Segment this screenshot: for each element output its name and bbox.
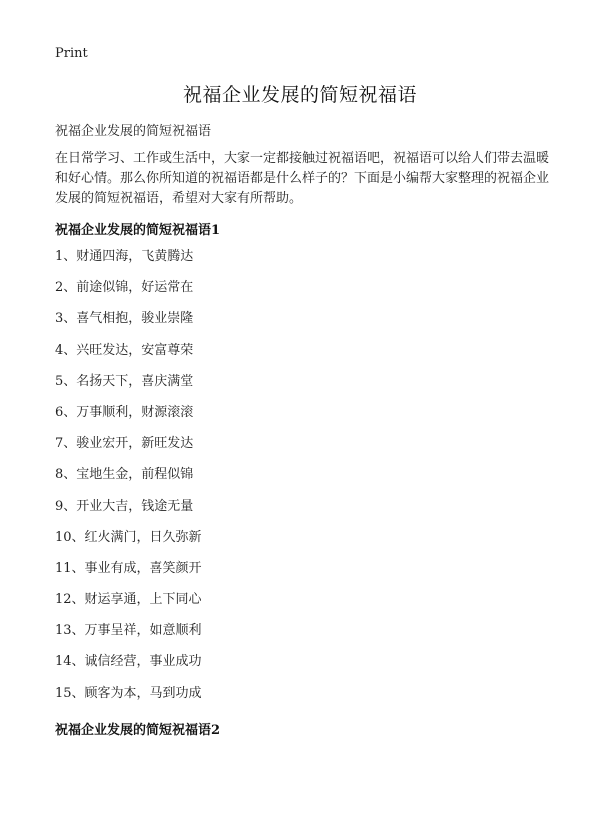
wish-text: 、前途似锦，好运常在	[63, 280, 194, 296]
wish-number: 7	[55, 436, 64, 452]
wish-number: 9	[55, 498, 64, 514]
wish-item	[55, 685, 202, 716]
wish-number: 1	[55, 249, 64, 264]
wish-number: 2	[55, 280, 64, 296]
wish-item	[55, 591, 202, 622]
wish-number: 4	[55, 342, 64, 358]
wish-text: 、宝地生金，前程似锦	[63, 467, 194, 483]
wish-item	[55, 498, 202, 529]
print-link[interactable]: Print	[55, 46, 88, 61]
wish-item	[55, 342, 202, 373]
wish-number: 5	[55, 373, 64, 389]
wish-text: 、兴旺发达，安富尊荣	[63, 342, 194, 358]
wish-text: 、红火满门，日久弥新	[71, 529, 202, 545]
wish-text: 、顾客为本，马到功成	[71, 685, 202, 701]
wish-number: 6	[55, 404, 64, 420]
wish-item	[55, 466, 202, 497]
wish-text: 、财运享通，上下同心	[71, 592, 202, 608]
wish-item	[55, 310, 202, 341]
wish-text: 、诚信经营，事业成功	[71, 654, 202, 670]
section-heading-2: 祝福企业发展的简短祝福语2	[55, 723, 221, 738]
wish-number: 8	[55, 467, 64, 483]
wish-number: 3	[55, 311, 64, 327]
section-heading-1: 祝福企业发展的简短祝福语1	[55, 223, 221, 238]
wish-item	[55, 622, 202, 653]
wish-number: 10	[55, 529, 72, 545]
wish-text: 、开业大吉，钱途无量	[63, 498, 194, 514]
wish-item	[55, 373, 202, 404]
wish-item	[55, 529, 202, 560]
wish-text: 、万事顺利，财源滚滚	[63, 404, 194, 420]
wish-item	[55, 653, 202, 684]
wish-text: 、名扬天下，喜庆满堂	[63, 373, 194, 389]
wish-item	[55, 560, 202, 591]
wish-number: 15	[55, 685, 72, 701]
wish-item	[55, 279, 202, 310]
wish-item	[55, 404, 202, 435]
document-subtitle: 祝福企业发展的简短祝福语	[55, 124, 212, 139]
wish-item	[55, 435, 202, 466]
wish-number: 11	[55, 560, 72, 576]
wish-text: 、财通四海，飞黄腾达	[63, 249, 194, 264]
wish-list	[55, 248, 202, 716]
wish-text: 、事业有成，喜笑颜开	[71, 560, 202, 576]
wish-text: 、喜气相抱，骏业崇隆	[63, 311, 194, 327]
wish-item	[55, 248, 202, 279]
wish-text: 、骏业宏开，新旺发达	[63, 436, 194, 452]
page-title: 祝福企业发展的简短祝福语	[182, 84, 417, 106]
wish-number: 14	[55, 654, 72, 670]
wish-text: 、万事呈祥，如意顺利	[71, 623, 202, 639]
wish-number: 12	[55, 592, 72, 608]
wish-number: 13	[55, 623, 72, 639]
intro-paragraph: 在日常学习、工作或生活中，大家一定都接触过祝福语吧，祝福语可以给人们带去温暖和好心情。那么你所知道的祝福语都是什么样子的？下面是小编帮大家整理的祝福企业发展的简短祝福语，希望对大家有所帮助。	[55, 151, 550, 206]
